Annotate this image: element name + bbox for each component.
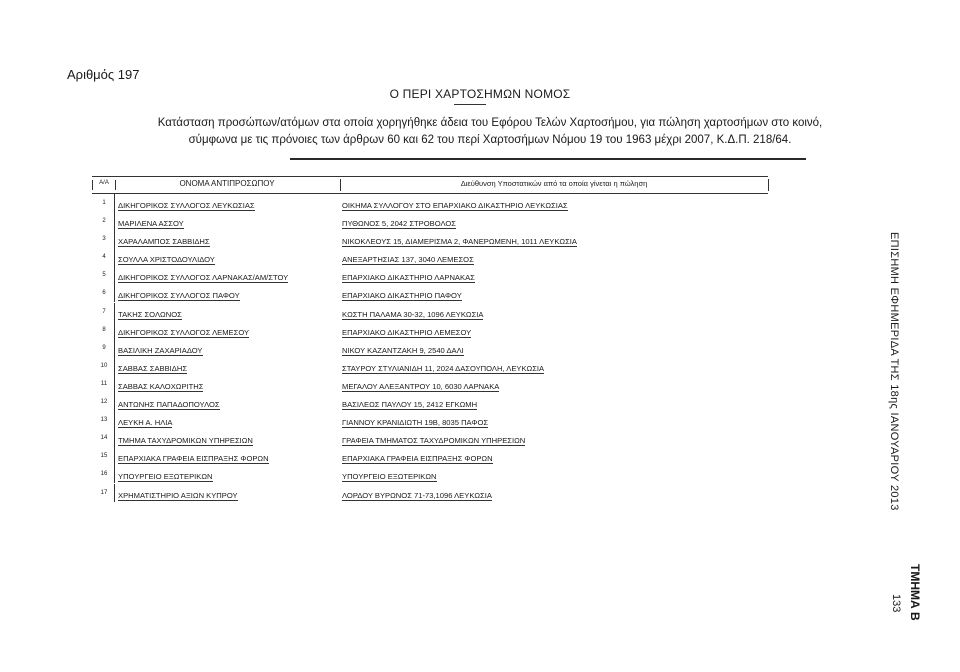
row-number: 16 — [100, 471, 108, 478]
premises-address: ΠΥΘΩΝΟΣ 5, 2042 ΣΤΡΟΒΟΛΟΣ — [342, 219, 456, 229]
description-line-1: Κατάσταση προσώπων/ατόμων στα οποία χορηγήθηκε άδεια του Εφόρου Τελών Χαρτοσήμου, για πώληση χαρτοσήμων στο κοινό, — [157, 117, 823, 129]
row-name-cell — [114, 194, 328, 212]
representative-name: ΣΑΒΒΑΣ ΣΑΒΒΙΔΗΣ — [118, 363, 188, 373]
table-row — [92, 375, 768, 393]
premises-address: ΣΤΑΥΡΟΥ ΣΤΥΛΙΑΝΙΔΗ 11, 2024 ΔΑΣΟΥΠΟΛΗ, ΛΕΥΚΩΣΙΑ — [342, 363, 545, 373]
page-number: 133 — [890, 594, 902, 613]
row-address-cell — [342, 465, 762, 483]
row-name-cell — [114, 321, 328, 339]
row-name-cell — [114, 429, 328, 447]
row-number: 9 — [102, 344, 106, 351]
premises-address: ΝΙΚΟΥ ΚΑΖΑΝΤΖΑΚΗ 9, 2540 ΔΑΛΙ — [342, 345, 464, 355]
row-number: 12 — [100, 399, 108, 406]
representative-name: ΔΙΚΗΓΟΡΙΚΟΣ ΣΥΛΛΟΓΟΣ ΛΕΥΚΩΣΙΑΣ — [118, 201, 255, 210]
table-row — [92, 393, 768, 411]
row-address-cell — [342, 393, 762, 411]
part-label: ΤΜΗΜΑ Β — [908, 564, 922, 621]
row-number: 3 — [102, 236, 106, 243]
row-number: 14 — [100, 435, 108, 442]
row-address-cell — [342, 375, 762, 393]
licensee-table — [92, 176, 768, 502]
premises-address: ΕΠΑΡΧΙΑΚΑ ΓΡΑΦΕΙΑ ΕΙΣΠΡΑΞΗΣ ΦΟΡΩΝ — [342, 454, 493, 464]
row-address-cell — [342, 447, 762, 465]
premises-address: ΝΙΚΟΚΛΕΟΥΣ 15, ΔΙΑΜΕΡΙΣΜΑ 2, ΦΑΝΕΡΩΜΕΝΗ, 1011 ΛΕΥΚΩΣΙΑ — [342, 237, 577, 247]
row-number: 4 — [102, 254, 106, 261]
premises-address: ΟΙΚΗΜΑ ΣΥΛΛΟΓΟΥ ΣΤΟ ΕΠΑΡΧΙΑΚΟ ΔΙΚΑΣΤΗΡΙΟ ΛΕΥΚΩΣΙΑΣ — [342, 201, 568, 210]
row-number: 15 — [100, 453, 108, 460]
representative-name: ΔΙΚΗΓΟΡΙΚΟΣ ΣΥΛΛΟΓΟΣ ΠΑΦΟΥ — [118, 291, 240, 301]
row-name-cell — [114, 284, 328, 302]
row-number: 11 — [100, 380, 108, 387]
header-separator — [290, 158, 806, 160]
row-address-cell — [342, 248, 762, 266]
row-number: 10 — [100, 362, 108, 369]
row-name-cell — [114, 465, 328, 483]
premises-address: ΒΑΣΙΛΕΩΣ ΠΑΥΛΟΥ 15, 2412 ΕΓΚΩΜΗ — [342, 400, 478, 410]
row-address-cell — [342, 429, 762, 447]
row-number: 6 — [102, 290, 106, 297]
row-name-cell — [114, 393, 328, 411]
row-number: 1 — [102, 200, 106, 206]
row-address-cell — [342, 321, 762, 339]
row-name-cell — [114, 357, 328, 375]
representative-name: ΕΠΑΡΧΙΑΚΑ ΓΡΑΦΕΙΑ ΕΙΣΠΡΑΞΗΣ ΦΟΡΩΝ — [118, 454, 269, 464]
representative-name: ΧΡΗΜΑΤΙΣΤΗΡΙΟ ΑΞΙΩΝ ΚΥΠΡΟΥ — [118, 490, 238, 500]
row-number: 13 — [100, 417, 108, 424]
premises-address: ΓΙΑΝΝΟΥ ΚΡΑΝΙΔΙΩΤΗ 19Β, 8035 ΠΑΦΟΣ — [342, 418, 489, 428]
row-name-cell — [114, 375, 328, 393]
table-row — [92, 411, 768, 429]
premises-address: ΜΕΓΑΛΟΥ ΑΛΕΞΑΝΤΡΟΥ 10, 6030 ΛΑΡΝΑΚΑ — [342, 381, 500, 391]
representative-name: ΥΠΟΥΡΓΕΙΟ ΕΞΩΤΕΡΙΚΩΝ — [118, 472, 213, 482]
representative-name: ΒΑΣΙΛΙΚΗ ΖΑΧΑΡΙΑΔΟΥ — [118, 345, 203, 355]
row-address-cell — [342, 230, 762, 248]
header-num: Α/Α — [92, 180, 116, 190]
table-row — [92, 357, 768, 375]
premises-address: ΓΡΑΦΕΙΑ ΤΜΗΜΑΤΟΣ ΤΑΧΥΔΡΟΜΙΚΩΝ ΥΠΗΡΕΣΙΩΝ — [342, 436, 526, 446]
row-address-cell — [342, 411, 762, 429]
premises-address: ΚΩΣΤΗ ΠΑΛΑΜΑ 30-32, 1096 ΛΕΥΚΩΣΙΑ — [342, 309, 484, 319]
table-row — [92, 465, 768, 483]
table-row — [92, 194, 768, 212]
table-row — [92, 339, 768, 357]
representative-name: ΣΟΥΛΛΑ ΧΡΙΣΤΟΔΟΥΛΙΔΟΥ — [118, 255, 215, 265]
premises-address: ΛΟΡΔΟΥ ΒΥΡΩΝΟΣ 71-73,1096 ΛΕΥΚΩΣΙΑ — [342, 490, 492, 500]
row-number: 8 — [102, 326, 106, 333]
representative-name: ΤΑΚΗΣ ΣΟΛΩΝΟΣ — [118, 309, 182, 319]
row-address-cell — [342, 266, 762, 284]
table-row — [92, 303, 768, 321]
header-address: Διεύθυνση Υποστατικών από τα οποία γίνεται η πώληση — [340, 179, 769, 191]
premises-address: ΕΠΑΡΧΙΑΚΟ ΔΙΚΑΣΤΗΡΙΟ ΛΕΜΕΣΟΥ — [342, 327, 472, 337]
table-row — [92, 447, 768, 465]
row-name-cell — [114, 339, 328, 357]
row-address-cell — [342, 284, 762, 302]
representative-name: ΧΑΡΑΛΑΜΠΟΣ ΣΑΒΒΙΔΗΣ — [118, 237, 210, 247]
row-address-cell — [342, 357, 762, 375]
row-address-cell — [342, 484, 762, 502]
row-name-cell — [114, 303, 328, 321]
row-name-cell — [114, 484, 328, 502]
row-address-cell — [342, 303, 762, 321]
premises-address: ΕΠΑΡΧΙΑΚΟ ΔΙΚΑΣΤΗΡΙΟ ΠΑΦΟΥ — [342, 291, 462, 301]
table-row — [92, 248, 768, 266]
row-address-cell — [342, 339, 762, 357]
description-line-2: σύμφωνα με τις πρόνοιες των άρθρων 60 και 62 του περί Χαρτοσήμων Νόμου 19 του 1963 μέχρι 2007, Κ.Δ.Π. 218/64. — [188, 134, 792, 146]
representative-name: ΛΕΥΚΗ Α. ΗΛΙΑ — [118, 418, 173, 428]
row-name-cell — [114, 230, 328, 248]
row-name-cell — [114, 411, 328, 429]
table-header — [92, 176, 768, 194]
gazette-side-text: ΕΠΙΣΗΜΗ ΕΦΗΜΕΡΙΔΑ ΤΗΣ 18ης ΙΑΝΟΥΑΡΙΟΥ 2013 — [888, 232, 900, 511]
representative-name: ΔΙΚΗΓΟΡΙΚΟΣ ΣΥΛΛΟΓΟΣ ΛΕΜΕΣΟΥ — [118, 327, 250, 337]
row-number: 2 — [102, 218, 106, 225]
header-name: ΟΝΟΜΑ ΑΝΤΙΠΡΟΣΩΠΟΥ — [114, 179, 341, 191]
table-row — [92, 212, 768, 230]
row-name-cell — [114, 266, 328, 284]
premises-address: ΥΠΟΥΡΓΕΙΟ ΕΞΩΤΕΡΙΚΩΝ — [342, 472, 437, 482]
table-row — [92, 429, 768, 447]
representative-name: ΣΑΒΒΑΣ ΚΑΛΟΧΩΡΙΤΗΣ — [118, 381, 204, 391]
premises-address: ΕΠΑΡΧΙΑΚΟ ΔΙΚΑΣΤΗΡΙΟ ΛΑΡΝΑΚΑΣ — [342, 273, 475, 283]
row-name-cell — [114, 212, 328, 230]
table-row — [92, 284, 768, 302]
table-body — [92, 194, 768, 502]
description — [150, 115, 830, 149]
row-number: 5 — [102, 272, 106, 279]
notice-number: Αριθμός 197 — [67, 67, 140, 82]
table-row — [92, 230, 768, 248]
representative-name: ΜΑΡΙΛΕΝΑ ΑΣΣΟΥ — [118, 219, 184, 229]
table-row — [92, 321, 768, 339]
representative-name: ΑΝΤΩΝΗΣ ΠΑΠΑΔΟΠΟΥΛΟΣ — [118, 400, 220, 410]
title-underline — [454, 104, 486, 105]
representative-name: ΔΙΚΗΓΟΡΙΚΟΣ ΣΥΛΛΟΓΟΣ ΛΑΡΝΑΚΑΣ/ΑΜ/ΣΤΟΥ — [118, 273, 289, 283]
row-name-cell — [114, 248, 328, 266]
law-title: Ο ΠΕΡΙ ΧΑΡΤΟΣΗΜΩΝ ΝΟΜΟΣ — [389, 87, 571, 101]
row-address-cell — [342, 194, 762, 212]
row-number: 17 — [100, 489, 108, 496]
premises-address: ΑΝΕΞΑΡΤΗΣΙΑΣ 137, 3040 ΛΕΜΕΣΟΣ — [342, 255, 474, 265]
representative-name: ΤΜΗΜΑ ΤΑΧΥΔΡΟΜΙΚΩΝ ΥΠΗΡΕΣΙΩΝ — [118, 436, 253, 446]
row-address-cell — [342, 212, 762, 230]
row-number: 7 — [102, 308, 106, 315]
table-row — [92, 266, 768, 284]
row-name-cell — [114, 447, 328, 465]
table-row — [92, 484, 768, 502]
